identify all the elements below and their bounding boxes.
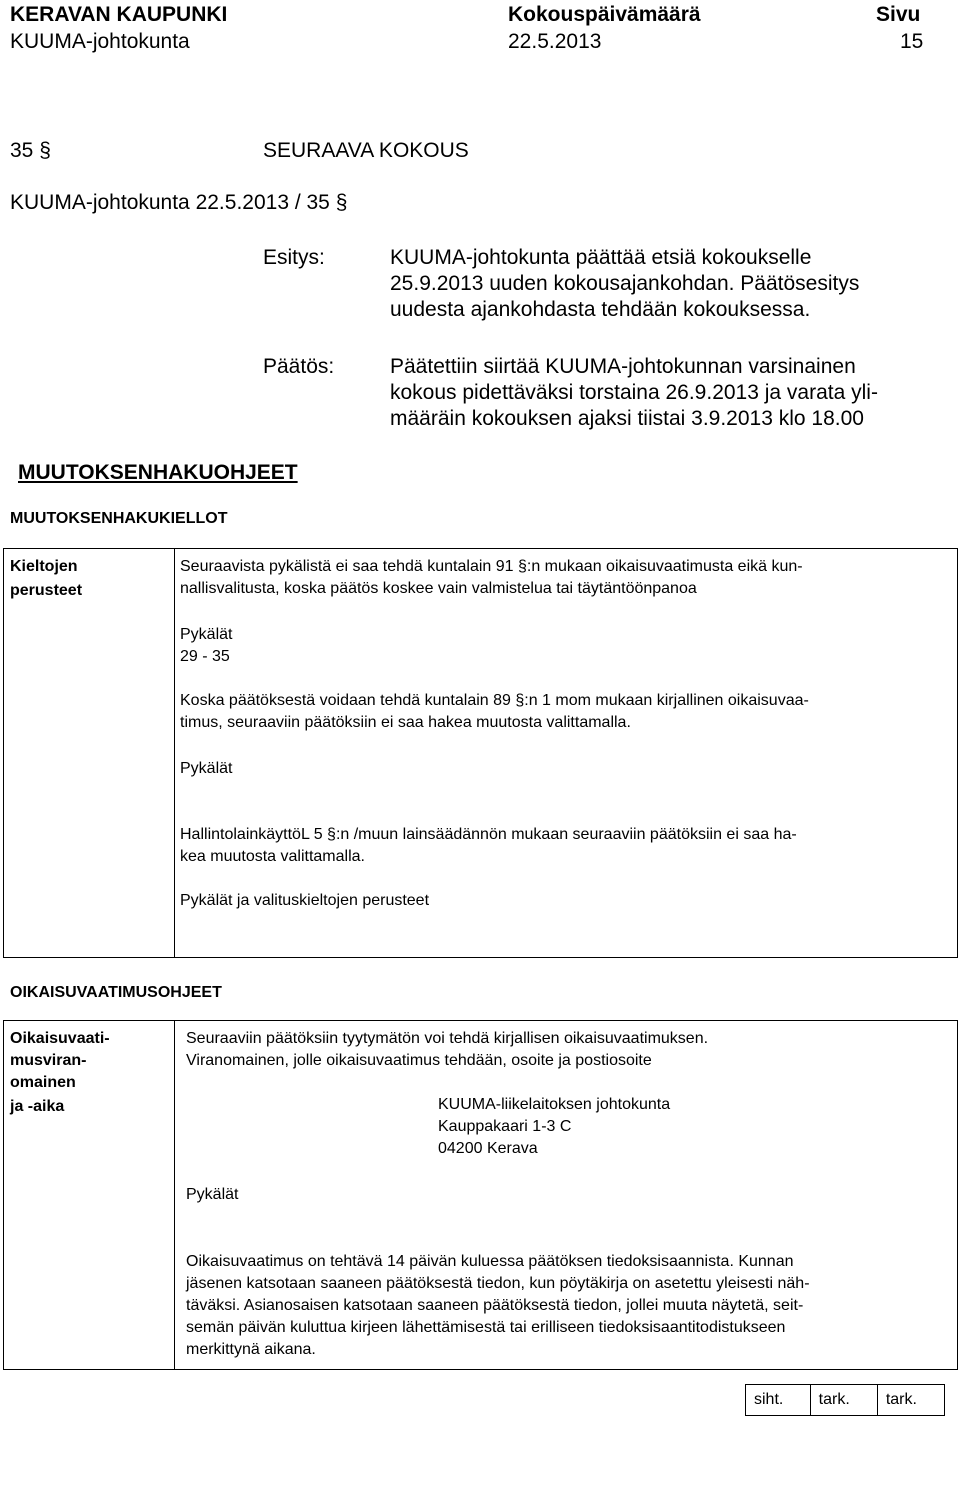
paatos-label: Päätös: <box>263 355 335 378</box>
address-line: Kauppakaari 1-3 C <box>438 1118 572 1135</box>
rectification-text: täväksi. Asianosaisen katsotaan saaneen päätöksestä tiedon, jollei muuta näytetä, seit- <box>186 1297 804 1314</box>
prohibitions-label: Kieltojen <box>10 558 78 575</box>
rectification-label: ja -aika <box>10 1098 65 1115</box>
prohibitions-box <box>3 548 958 958</box>
address-line: KUUMA-liikelaitoksen johtokunta <box>438 1096 671 1113</box>
box-divider <box>174 548 175 958</box>
rectification-text: semän päivän kuluttua kirjeen lähettämisestä tai erilliseen tiedoksisaantitodistukseen <box>186 1319 786 1336</box>
address-line: 04200 Kerava <box>438 1140 538 1157</box>
rectification-text: Oikaisuvaatimus on tehtävä 14 päivän kuluessa päätöksen tiedoksisaannista. Kunnan <box>186 1253 794 1270</box>
appeal-instructions-heading: MUUTOKSENHAKUOHJEET <box>18 461 298 484</box>
prohibition-text: Seuraavista pykälistä ei saa tehdä kuntalain 91 §:n mukaan oikaisuvaatimusta eikä kun- <box>180 558 803 575</box>
section-title: SEURAAVA KOKOUS <box>263 139 469 162</box>
org-name: KERAVAN KAUPUNKI <box>10 3 228 26</box>
signature-cell: tark. <box>877 1385 944 1416</box>
committee-name: KUUMA-johtokunta <box>10 30 190 53</box>
section-reference: KUUMA-johtokunta 22.5.2013 / 35 § <box>10 191 348 214</box>
rectification-text: jäsenen katsotaan saaneen päätöksestä tiedon, kun pöytäkirja on asetettu yleisesti näh- <box>186 1275 810 1292</box>
rectification-heading: OIKAISUVAATIMUSOHJEET <box>10 984 222 1001</box>
sections-value: 29 - 35 <box>180 648 230 665</box>
sections-label: Pykälät <box>180 760 233 777</box>
page-label: Sivu <box>876 3 921 26</box>
prohibition-text: Koska päätöksestä voidaan tehdä kuntalain 89 §:n 1 mom mukaan kirjallinen oikaisuvaa- <box>180 692 809 709</box>
esitys-line: KUUMA-johtokunta päättää etsiä kokoukselle <box>390 246 812 269</box>
rectification-text: Viranomainen, jolle oikaisuvaatimus tehdään, osoite ja postiosoite <box>186 1052 652 1069</box>
signature-cell: siht. <box>746 1385 811 1416</box>
paatos-line: määräin kokouksen ajaksi tiistai 3.9.2013 klo 18.00 <box>390 407 864 430</box>
prohibitions-label: perusteet <box>10 582 83 599</box>
prohibition-text: kea muutosta valittamalla. <box>180 848 365 865</box>
rectification-text: Seuraaviin päätöksiin tyytymätön voi tehdä kirjallisen oikaisuvaatimuksen. <box>186 1030 709 1047</box>
rectification-label: musviran- <box>10 1052 87 1069</box>
appeal-prohibitions-heading: MUUTOKSENHAKUKIELLOT <box>10 510 228 527</box>
section-number: 35 § <box>10 139 51 162</box>
sections-label: Pykälät <box>180 626 233 643</box>
rectification-text: merkittynä aikana. <box>186 1341 316 1358</box>
esitys-line: uudesta ajankohdasta tehdään kokouksessa. <box>390 298 811 321</box>
signature-table <box>745 1384 945 1416</box>
date-label: Kokouspäivämäärä <box>508 3 701 26</box>
sections-label: Pykälät ja valituskieltojen perusteet <box>180 892 430 909</box>
signature-cell: tark. <box>810 1385 877 1416</box>
box-divider <box>174 1020 175 1370</box>
esitys-line: 25.9.2013 uuden kokousajankohdan. Päätösesitys <box>390 272 860 295</box>
meeting-date: 22.5.2013 <box>508 30 602 53</box>
sections-label: Pykälät <box>186 1186 239 1203</box>
rectification-label: Oikaisuvaati- <box>10 1030 110 1047</box>
prohibition-text: timus, seuraaviin päätöksiin ei saa hakea muutosta valittamalla. <box>180 714 631 731</box>
page-number: 15 <box>900 30 924 53</box>
prohibition-text: HallintolainkäyttöL 5 §:n /muun lainsäädännön mukaan seuraaviin päätöksiin ei saa ha- <box>180 826 797 843</box>
paatos-line: Päätettiin siirtää KUUMA-johtokunnan varsinainen <box>390 355 856 378</box>
prohibition-text: nallisvalitusta, koska päätös koskee vain valmistelua tai täytäntöönpanoa <box>180 580 697 597</box>
paatos-line: kokous pidettäväksi torstaina 26.9.2013 ja varata yli- <box>390 381 878 404</box>
rectification-label: omainen <box>10 1074 76 1091</box>
esitys-label: Esitys: <box>263 246 325 269</box>
